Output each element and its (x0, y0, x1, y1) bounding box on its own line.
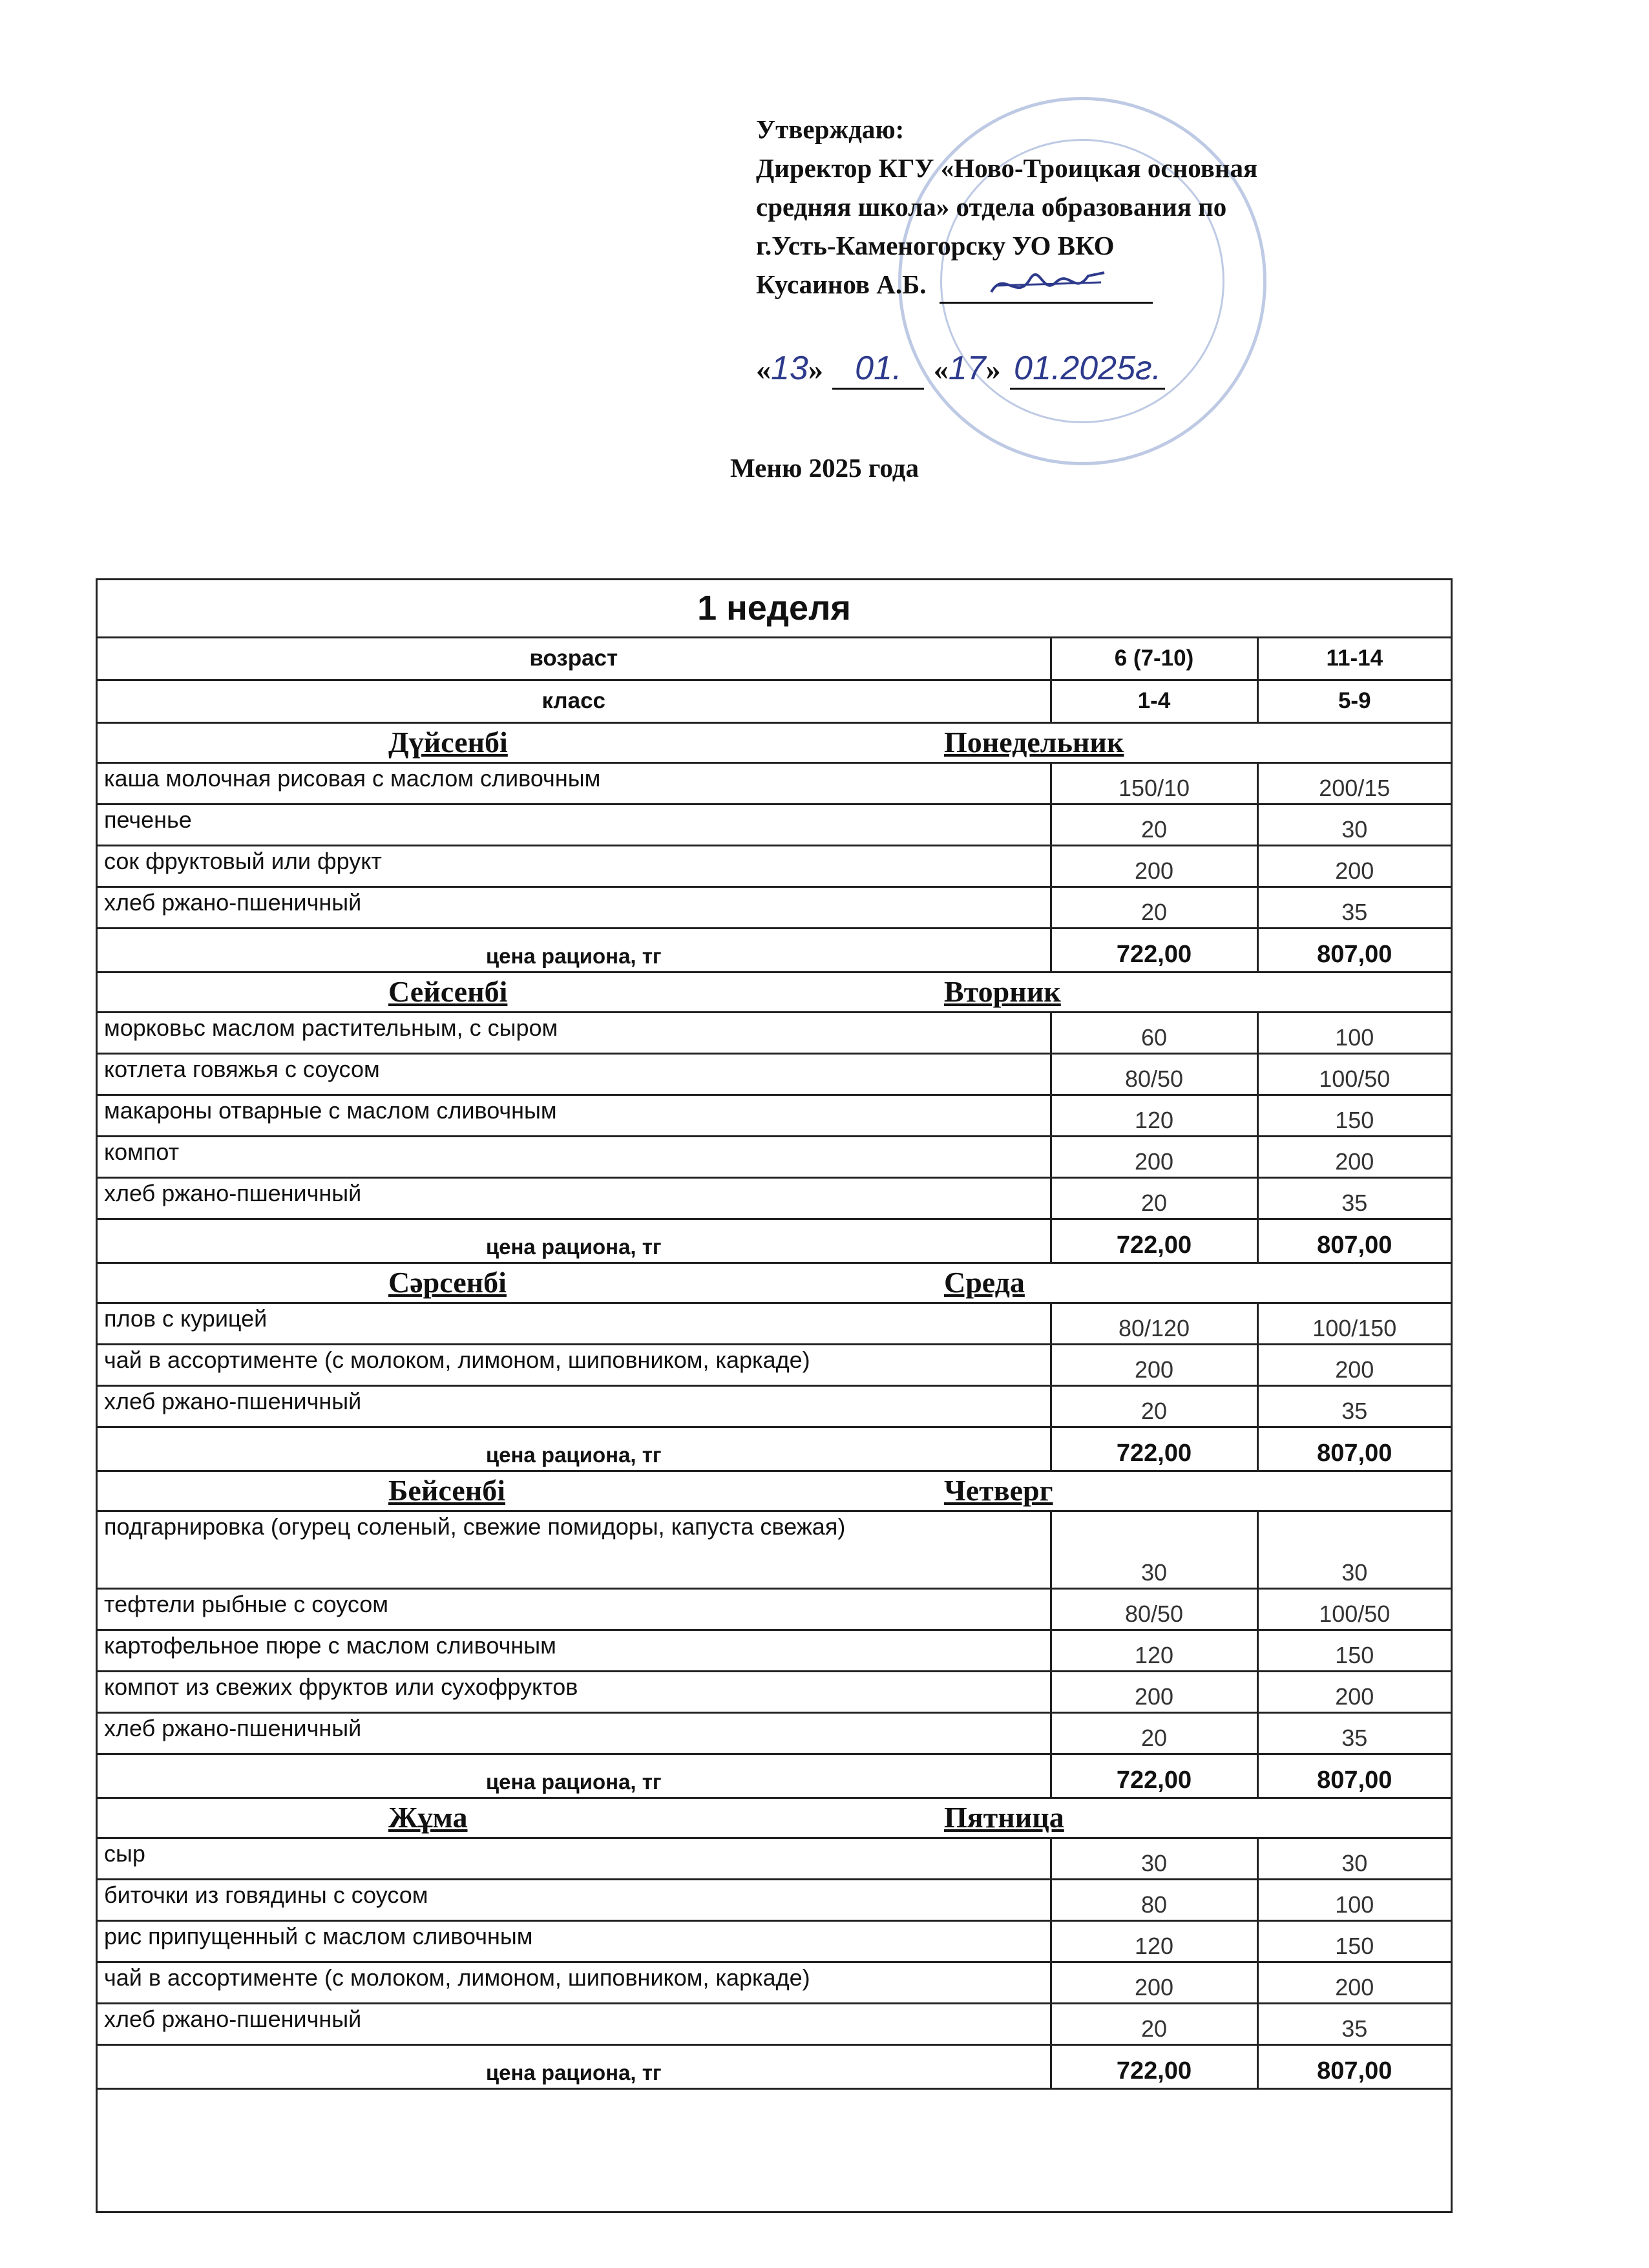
date-month-1: 01. (832, 349, 924, 390)
day-name-kz: Бейсенбі (388, 1473, 506, 1507)
portion-grade-5-9: 200 (1257, 1136, 1451, 1177)
portion-grade-5-9: 150 (1257, 1095, 1451, 1136)
portion-grade-1-4: 200 (1051, 1136, 1257, 1177)
price-grade-1-4: 722,00 (1051, 1219, 1257, 1263)
dish-name: компот (98, 1136, 1051, 1177)
portion-grade-1-4: 20 (1051, 1385, 1257, 1427)
dish-name: компот из свежих фруктов или сухофруктов (98, 1671, 1051, 1712)
price-grade-1-4: 722,00 (1051, 2044, 1257, 2088)
dish-name: сок фруктовый или фрукт (98, 845, 1051, 887)
portion-grade-1-4: 200 (1051, 1344, 1257, 1385)
dish-name: чай в ассортименте (с молоком, лимоном, шиповником, каркаде) (98, 1962, 1051, 2003)
portion-grade-5-9: 35 (1257, 1385, 1451, 1427)
price-label: цена рациона, тг (98, 1754, 1051, 1798)
dish-name: плов с курицей (98, 1303, 1051, 1344)
menu-item-row (98, 845, 1451, 887)
portion-grade-1-4: 20 (1051, 1177, 1257, 1219)
portion-grade-5-9: 150 (1257, 1630, 1451, 1671)
day-name-ru: Четверг (944, 1473, 1053, 1507)
portion-grade-5-9: 35 (1257, 887, 1451, 928)
menu-item-row (98, 1012, 1451, 1053)
menu-item-row (98, 1920, 1451, 1962)
portion-grade-5-9: 30 (1257, 1511, 1451, 1588)
day-name-kz: Сәрсенбі (388, 1265, 507, 1299)
portion-grade-5-9: 200 (1257, 1671, 1451, 1712)
price-label: цена рациона, тг (98, 1219, 1051, 1263)
class-col-2: 5-9 (1257, 680, 1451, 722)
date-month-2: 01.2025г. (1010, 349, 1165, 390)
price-row (98, 1427, 1451, 1471)
menu-item-row (98, 1671, 1451, 1712)
dish-name: котлета говяжья с соусом (98, 1053, 1051, 1095)
portion-grade-5-9: 200 (1257, 1962, 1451, 2003)
price-label: цена рациона, тг (98, 1427, 1051, 1471)
menu-item-row (98, 1095, 1451, 1136)
class-row (98, 680, 1451, 722)
signature-line (940, 276, 1153, 304)
dish-name: хлеб ржано-пшеничный (98, 1177, 1051, 1219)
price-label: цена рациона, тг (98, 2044, 1051, 2088)
portion-grade-1-4: 60 (1051, 1012, 1257, 1053)
approval-signatory (756, 265, 1467, 304)
menu-item-row (98, 2003, 1451, 2044)
dish-name: морковьс маслом растительным, с сыром (98, 1012, 1051, 1053)
menu-item-row (98, 1588, 1451, 1630)
day-header (98, 1471, 1451, 1511)
day-header (98, 1263, 1451, 1303)
menu-item-row (98, 1303, 1451, 1344)
dish-name: макароны отварные с маслом сливочным (98, 1095, 1051, 1136)
portion-grade-1-4: 30 (1051, 1838, 1257, 1879)
price-row (98, 2044, 1451, 2088)
price-grade-5-9: 807,00 (1257, 2044, 1451, 2088)
day-header (98, 972, 1451, 1012)
dish-name: чай в ассортименте (с молоком, лимоном, шиповником, каркаде) (98, 1344, 1051, 1385)
portion-grade-1-4: 80 (1051, 1879, 1257, 1920)
dish-name: сыр (98, 1838, 1051, 1879)
dish-name: подгарнировка (огурец соленый, свежие помидоры, капуста свежая) (98, 1511, 1051, 1588)
portion-grade-5-9: 200/15 (1257, 762, 1451, 804)
menu-item-row (98, 1177, 1451, 1219)
portion-grade-5-9: 150 (1257, 1920, 1451, 1962)
menu-table (96, 578, 1453, 2213)
portion-grade-1-4: 30 (1051, 1511, 1257, 1588)
portion-grade-1-4: 80/120 (1051, 1303, 1257, 1344)
class-label: класс (98, 680, 1051, 722)
approval-date: «13» 01. «17» 01.2025г. (756, 349, 1165, 390)
menu-item-row (98, 1630, 1451, 1671)
portion-grade-5-9: 100/50 (1257, 1588, 1451, 1630)
day-header (98, 722, 1451, 762)
menu-item-row (98, 804, 1451, 845)
portion-grade-5-9: 35 (1257, 2003, 1451, 2044)
dish-name: биточки из говядины с соусом (98, 1879, 1051, 1920)
portion-grade-5-9: 100/150 (1257, 1303, 1451, 1344)
portion-grade-1-4: 80/50 (1051, 1588, 1257, 1630)
portion-grade-1-4: 20 (1051, 887, 1257, 928)
week-title: 1 неделя (98, 580, 1451, 637)
day-name-ru: Понедельник (944, 725, 1124, 759)
day-name-kz: Сейсенбі (388, 974, 508, 1008)
age-col-1: 6 (7-10) (1051, 637, 1257, 680)
portion-grade-1-4: 20 (1051, 1712, 1257, 1754)
menu-item-row (98, 1712, 1451, 1754)
price-grade-5-9: 807,00 (1257, 1754, 1451, 1798)
menu-item-row (98, 1136, 1451, 1177)
approval-block (756, 110, 1467, 304)
dish-name: хлеб ржано-пшеничный (98, 1385, 1051, 1427)
price-grade-1-4: 722,00 (1051, 1754, 1257, 1798)
menu-item-row (98, 762, 1451, 804)
dish-name: рис припущенный с маслом сливочным (98, 1920, 1051, 1962)
price-row (98, 1754, 1451, 1798)
portion-grade-1-4: 120 (1051, 1095, 1257, 1136)
day-name-kz: Жұма (388, 1800, 468, 1834)
price-row (98, 928, 1451, 972)
date-day-1: 13 (771, 350, 808, 387)
day-name-ru: Среда (944, 1265, 1025, 1299)
date-day-2: 17 (948, 350, 986, 387)
price-grade-5-9: 807,00 (1257, 928, 1451, 972)
signatory-name: Кусаинов А.Б. (756, 269, 927, 299)
approval-heading: Утверждаю: (756, 114, 905, 144)
menu-item-row (98, 1838, 1451, 1879)
portion-grade-1-4: 20 (1051, 2003, 1257, 2044)
portion-grade-5-9: 100 (1257, 1879, 1451, 1920)
price-row (98, 1219, 1451, 1263)
dish-name: хлеб ржано-пшеничный (98, 2003, 1051, 2044)
portion-grade-1-4: 200 (1051, 1671, 1257, 1712)
menu-item-row (98, 1053, 1451, 1095)
dish-name: каша молочная рисовая с маслом сливочным (98, 762, 1051, 804)
menu-item-row (98, 887, 1451, 928)
portion-grade-5-9: 35 (1257, 1177, 1451, 1219)
page-title: Меню 2025 года (730, 453, 919, 483)
menu-item-row (98, 1511, 1451, 1588)
age-row (98, 637, 1451, 680)
portion-grade-1-4: 200 (1051, 1962, 1257, 2003)
portion-grade-1-4: 120 (1051, 1920, 1257, 1962)
day-name-kz: Дүйсенбі (388, 725, 508, 759)
dish-name: хлеб ржано-пшеничный (98, 1712, 1051, 1754)
price-grade-5-9: 807,00 (1257, 1427, 1451, 1471)
day-header (98, 1798, 1451, 1838)
dish-name: печенье (98, 804, 1051, 845)
portion-grade-1-4: 120 (1051, 1630, 1257, 1671)
price-grade-1-4: 722,00 (1051, 928, 1257, 972)
dish-name: тефтели рыбные с соусом (98, 1588, 1051, 1630)
portion-grade-5-9: 30 (1257, 804, 1451, 845)
day-name-ru: Вторник (944, 974, 1061, 1008)
portion-grade-5-9: 30 (1257, 1838, 1451, 1879)
portion-grade-5-9: 35 (1257, 1712, 1451, 1754)
menu-item-row (98, 1879, 1451, 1920)
menu-item-row (98, 1962, 1451, 2003)
dish-name: хлеб ржано-пшеничный (98, 887, 1051, 928)
portion-grade-5-9: 200 (1257, 1344, 1451, 1385)
portion-grade-1-4: 150/10 (1051, 762, 1257, 804)
price-grade-5-9: 807,00 (1257, 1219, 1451, 1263)
approval-school: средняя школа» отдела образования по (756, 192, 1227, 222)
price-grade-1-4: 722,00 (1051, 1427, 1257, 1471)
menu-item-row (98, 1344, 1451, 1385)
portion-grade-5-9: 100/50 (1257, 1053, 1451, 1095)
age-label: возраст (98, 637, 1051, 680)
portion-grade-5-9: 200 (1257, 845, 1451, 887)
age-col-2: 11-14 (1257, 637, 1451, 680)
approval-director: Директор КГУ «Ново-Троицкая основная (756, 153, 1258, 183)
price-label: цена рациона, тг (98, 928, 1051, 972)
portion-grade-1-4: 200 (1051, 845, 1257, 887)
portion-grade-5-9: 100 (1257, 1012, 1451, 1053)
class-col-1: 1-4 (1051, 680, 1257, 722)
dish-name: картофельное пюре с маслом сливочным (98, 1630, 1051, 1671)
signature-icon (985, 257, 1114, 308)
portion-grade-1-4: 80/50 (1051, 1053, 1257, 1095)
day-name-ru: Пятница (944, 1800, 1064, 1834)
approval-department: г.Усть-Каменогорску УО ВКО (756, 231, 1115, 260)
menu-item-row (98, 1385, 1451, 1427)
portion-grade-1-4: 20 (1051, 804, 1257, 845)
